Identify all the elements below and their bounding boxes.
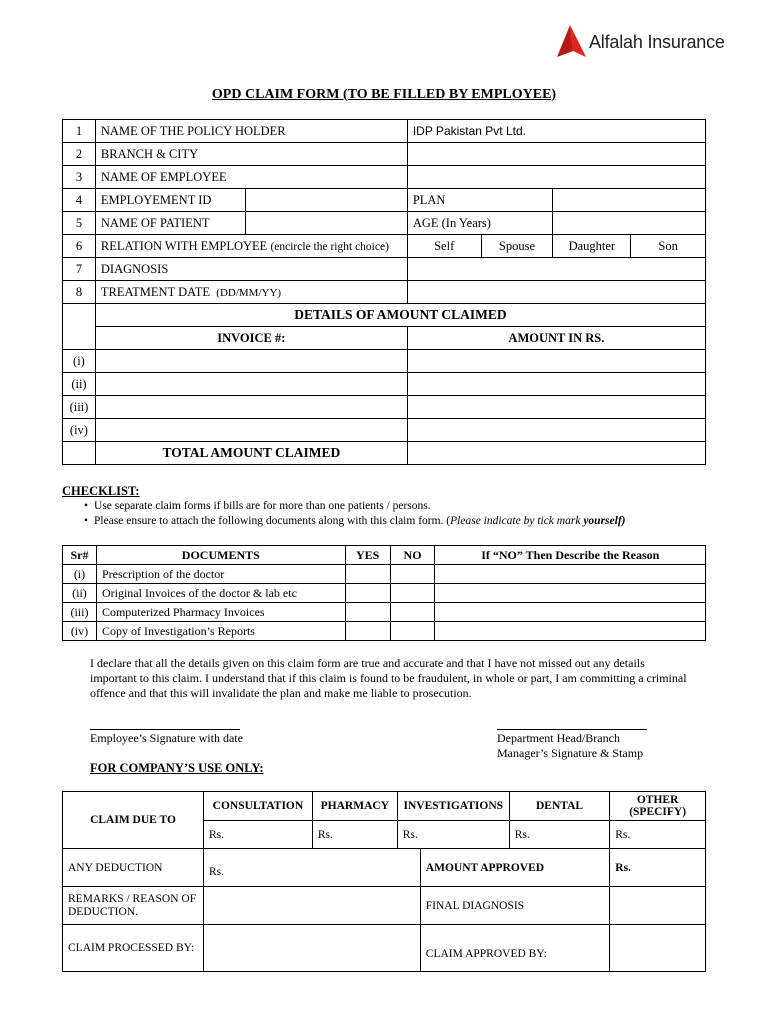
plan-field[interactable] <box>553 189 706 212</box>
invoice-field[interactable] <box>95 396 407 419</box>
relation-choice-daughter[interactable]: Daughter <box>553 235 631 258</box>
age-label: AGE (In Years) <box>407 212 553 235</box>
approved-by-label: CLAIM APPROVED BY: <box>420 925 609 972</box>
remarks-field[interactable] <box>203 887 420 925</box>
diagnosis-label: DIAGNOSIS <box>95 258 407 281</box>
invoice-row: (ii) <box>63 373 706 396</box>
employment-id-label: EMPLOYEMENT ID <box>95 189 245 212</box>
invoice-field[interactable] <box>95 373 407 396</box>
employee-signature-line[interactable] <box>90 729 240 730</box>
table-row <box>63 849 706 887</box>
details-heading: DETAILS OF AMOUNT CLAIMED <box>95 304 705 327</box>
no-checkbox[interactable] <box>390 565 435 584</box>
alfalah-logo-icon <box>553 23 587 61</box>
table-row: 7 DIAGNOSIS <box>63 258 706 281</box>
patient-name-label: NAME OF PATIENT <box>95 212 245 235</box>
consultation-amount[interactable]: Rs. <box>203 821 312 849</box>
table-row: 5 NAME OF PATIENT AGE (In Years) <box>63 212 706 235</box>
reason-field[interactable] <box>435 584 706 603</box>
treatment-date-label: TREATMENT DATE (DD/MM/YY) <box>95 281 407 304</box>
reason-field[interactable] <box>435 603 706 622</box>
investigations-amount[interactable]: Rs. <box>397 821 509 849</box>
table-row <box>63 304 706 327</box>
policy-holder-label: NAME OF THE POLICY HOLDER <box>95 120 407 143</box>
policy-holder-field[interactable]: IDP Pakistan Pvt Ltd. <box>407 120 705 143</box>
table-row: 8 TREATMENT DATE (DD/MM/YY) <box>63 281 706 304</box>
any-deduction-label: ANY DEDUCTION <box>63 849 204 887</box>
no-checkbox[interactable] <box>390 584 435 603</box>
age-field[interactable] <box>553 212 706 235</box>
processed-by-label: CLAIM PROCESSED BY: <box>63 925 204 972</box>
table-row: 6 RELATION WITH EMPLOYEE (encircle the right choice) Self Spouse Daughter Son <box>63 235 706 258</box>
invoice-header: INVOICE #: <box>95 327 407 350</box>
no-checkbox[interactable] <box>390 622 435 641</box>
list-item: • Use separate claim forms if bills are for more than one patients / persons. <box>84 499 625 514</box>
amount-field[interactable] <box>407 396 705 419</box>
table-row: (i) Prescription of the doctor <box>63 565 706 584</box>
yes-checkbox[interactable] <box>345 584 390 603</box>
brand-logo <box>553 22 725 62</box>
table-header-row: Sr# DOCUMENTS YES NO If “NO” Then Describe the Reason <box>63 546 706 565</box>
relation-label: RELATION WITH EMPLOYEE (encircle the right choice) <box>95 235 407 258</box>
reason-field[interactable] <box>435 565 706 584</box>
table-row <box>63 925 706 972</box>
employee-name-field[interactable] <box>407 166 705 189</box>
amount-header: AMOUNT IN RS. <box>407 327 705 350</box>
yes-checkbox[interactable] <box>345 603 390 622</box>
approved-by-field[interactable] <box>610 925 706 972</box>
dental-amount[interactable]: Rs. <box>509 821 610 849</box>
total-amount-label: TOTAL AMOUNT CLAIMED <box>95 442 407 465</box>
employee-name-label: NAME OF EMPLOYEE <box>95 166 407 189</box>
employment-id-field[interactable] <box>245 189 407 212</box>
amount-approved-label: AMOUNT APPROVED <box>420 849 609 887</box>
yes-checkbox[interactable] <box>345 622 390 641</box>
manager-signature-label: Department Head/Branch Manager’s Signature & Stamp <box>497 731 644 760</box>
branch-city-label: BRANCH & CITY <box>95 143 407 166</box>
reason-field[interactable] <box>435 622 706 641</box>
deduction-amount[interactable]: Rs. <box>203 849 420 887</box>
invoice-row: (i) <box>63 350 706 373</box>
invoice-row: (iii) <box>63 396 706 419</box>
invoice-field[interactable] <box>95 350 407 373</box>
documents-table <box>62 545 706 641</box>
final-diagnosis-field[interactable] <box>610 887 706 925</box>
table-row: 1 NAME OF THE POLICY HOLDER IDP Pakistan Pvt Ltd. <box>63 120 706 143</box>
relation-choice-spouse[interactable]: Spouse <box>481 235 553 258</box>
table-row: 3 NAME OF EMPLOYEE <box>63 166 706 189</box>
yes-checkbox[interactable] <box>345 565 390 584</box>
branch-city-field[interactable] <box>407 143 705 166</box>
checklist-heading: CHECKLIST: <box>62 484 140 498</box>
declaration-text: I declare that all the details given on this claim form are true and accurate and that I have not missed out any details important to this claim. I understand that if this claim is found to be fraudulent, in whole or part, I am committing a criminal offence and that this will invalidate the plan and make me liable to prosecution. <box>90 656 687 700</box>
claim-details-table <box>62 119 706 465</box>
relation-choice-self[interactable]: Self <box>407 235 481 258</box>
total-amount-field[interactable] <box>407 442 705 465</box>
table-row: 2 BRANCH & CITY <box>63 143 706 166</box>
patient-name-field[interactable] <box>245 212 407 235</box>
table-row <box>63 442 706 465</box>
amount-field[interactable] <box>407 373 705 396</box>
employee-signature-label: Employee’s Signature with date <box>90 731 243 745</box>
invoice-row: (iv) <box>63 419 706 442</box>
table-row <box>63 887 706 925</box>
invoice-field[interactable] <box>95 419 407 442</box>
pharmacy-amount[interactable]: Rs. <box>312 821 397 849</box>
table-row: 4 EMPLOYEMENT ID PLAN <box>63 189 706 212</box>
brand-name: Alfalah Insurance <box>589 31 725 52</box>
plan-label: PLAN <box>407 189 553 212</box>
list-item: • Please ensure to attach the following documents along with this claim form. (Please indicate by tick mark yourself) <box>84 514 625 529</box>
processed-by-field[interactable] <box>203 925 420 972</box>
amount-approved-field[interactable]: Rs. <box>610 849 706 887</box>
other-amount[interactable]: Rs. <box>610 821 706 849</box>
form-title: OPD CLAIM FORM (TO BE FILLED BY EMPLOYEE) <box>211 87 557 102</box>
table-row: (ii) Original Invoices of the doctor & lab etc <box>63 584 706 603</box>
table-row: (iv) Copy of Investigation’s Reports <box>63 622 706 641</box>
table-row <box>63 327 706 350</box>
table-row: CLAIM DUE TO CONSULTATION PHARMACY INVESTIGATIONS DENTAL OTHER (SPECIFY) <box>63 792 706 821</box>
checklist-bullets <box>84 499 625 529</box>
claim-due-to-label: CLAIM DUE TO <box>63 792 204 849</box>
remarks-label: REMARKS / REASON OF DEDUCTION. <box>63 887 204 925</box>
table-row: (iii) Computerized Pharmacy Invoices <box>63 603 706 622</box>
amount-field[interactable] <box>407 350 705 373</box>
diagnosis-field[interactable] <box>407 258 705 281</box>
no-checkbox[interactable] <box>390 603 435 622</box>
company-use-table <box>62 791 706 972</box>
amount-field[interactable] <box>407 419 705 442</box>
treatment-date-field[interactable] <box>407 281 705 304</box>
final-diagnosis-label: FINAL DIAGNOSIS <box>420 887 609 925</box>
company-use-heading: FOR COMPANY’S USE ONLY: <box>90 761 264 775</box>
relation-choice-son[interactable]: Son <box>631 235 706 258</box>
manager-signature-line[interactable] <box>497 729 647 730</box>
